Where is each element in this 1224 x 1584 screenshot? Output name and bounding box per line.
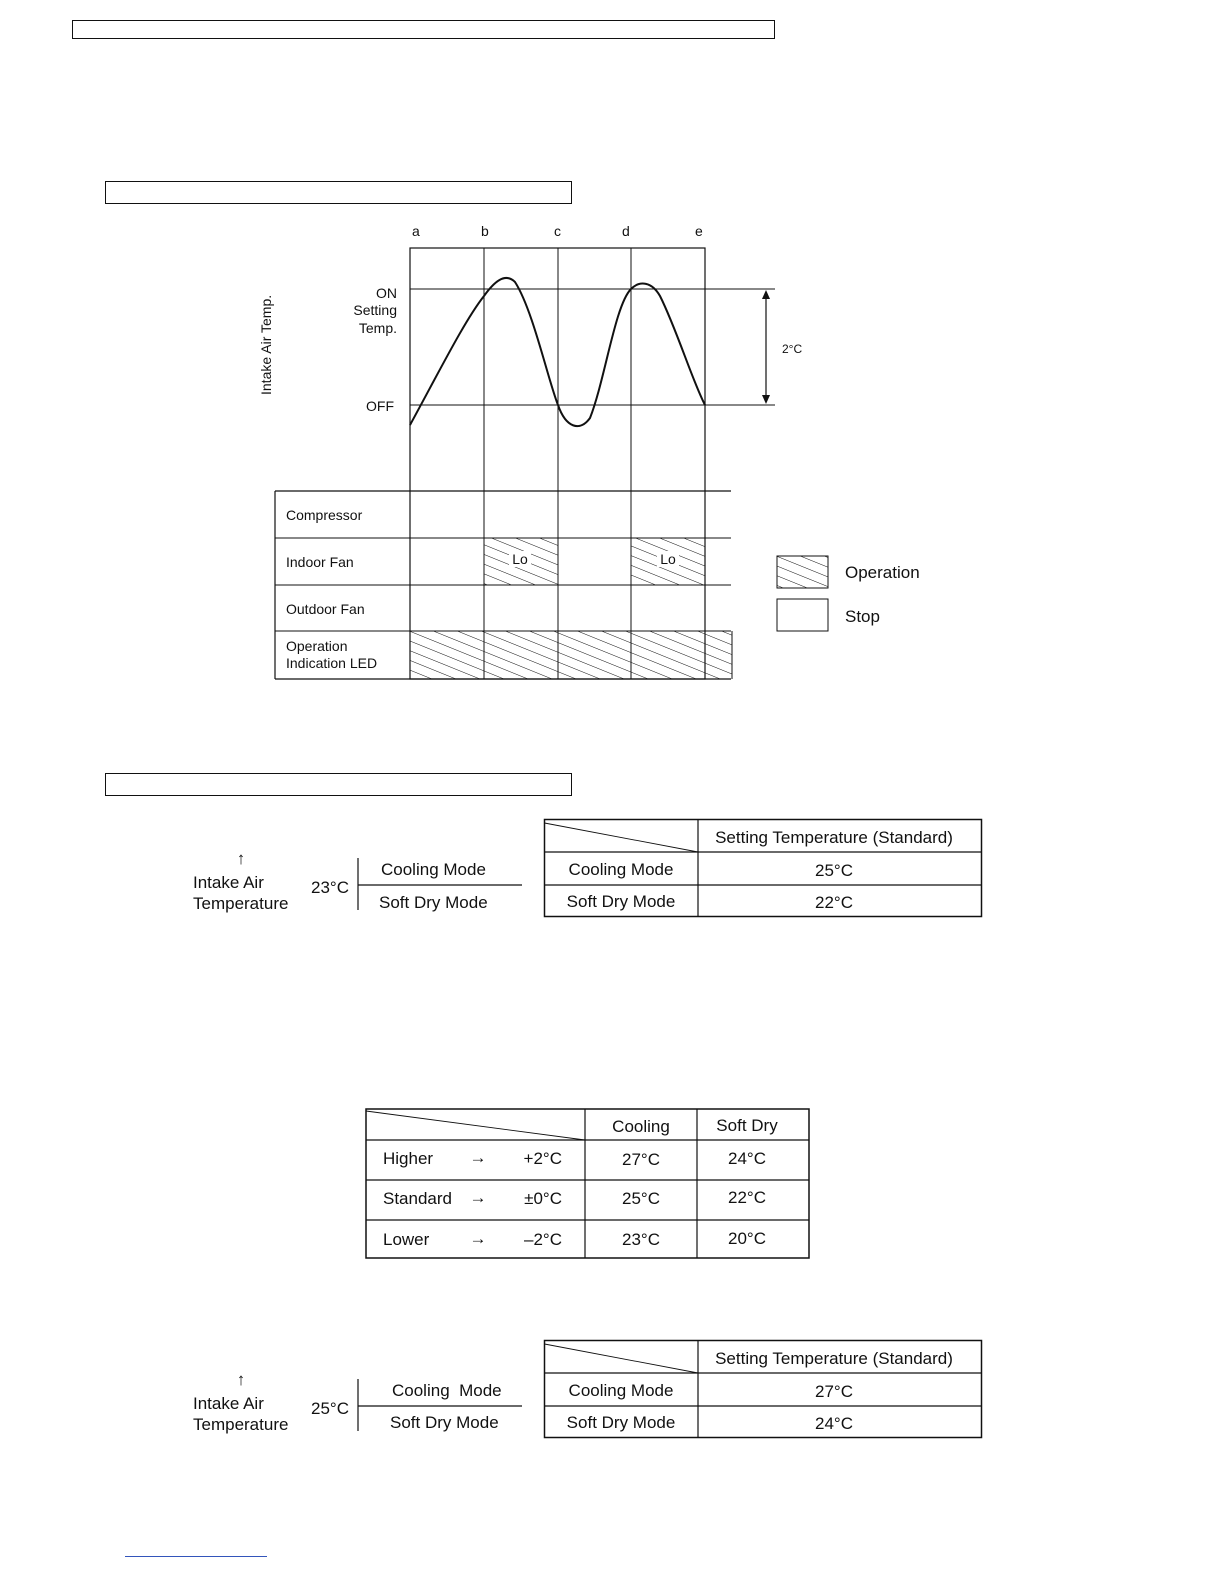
indoor-fan-lo-label-1: Lo [512, 551, 528, 567]
column-label-e: e [695, 223, 703, 239]
legend-stop-label: Stop [845, 607, 880, 626]
adjust-row1-cooling: 27°C [622, 1150, 660, 1169]
setting-label: Setting [353, 302, 397, 318]
column-label-b: b [481, 223, 489, 239]
row-label-compressor: Compressor [286, 507, 363, 523]
legend-stop-swatch [777, 599, 828, 631]
on-label: ON [376, 285, 397, 301]
footer-link-underline[interactable] [125, 1556, 267, 1557]
intake-label-line2-1: Temperature [193, 894, 289, 913]
column-label-d: d [622, 223, 630, 239]
threshold-temp-1: 23°C [311, 878, 349, 897]
adjust-row1-soft-dry: 24°C [728, 1149, 766, 1168]
intake-label-line1-1: Intake Air [193, 873, 264, 892]
adjust-row1-offset: +2°C [523, 1149, 562, 1168]
table1-row1-mode: Cooling Mode [568, 860, 674, 879]
adjust-row2-label: Standard [383, 1189, 452, 1208]
timing-chart [0, 0, 1224, 720]
delta-arrow-head-top [762, 290, 770, 299]
table2-row1-temp: 27°C [815, 1382, 853, 1401]
lower-mode-label-2: Soft Dry Mode [390, 1413, 499, 1432]
table2-row2-mode: Soft Dry Mode [566, 1413, 676, 1432]
table2-row1-mode: Cooling Mode [568, 1381, 674, 1400]
adjust-row2-cooling: 25°C [622, 1189, 660, 1208]
adjust-row1-arrow: → [469, 1148, 487, 1167]
mode-switch-diagram-1 [180, 840, 540, 930]
led-operation-cells [410, 631, 732, 679]
section-title-box-2 [105, 773, 572, 796]
adjust-row1-label: Higher [383, 1149, 434, 1168]
indoor-fan-lo-label-2: Lo [660, 551, 676, 567]
adjust-row2-offset: ±0°C [524, 1189, 562, 1208]
intake-arrow-2: ↑ [236, 1370, 246, 1389]
setting-temperature-table-1 [540, 815, 990, 925]
intake-label-line2-2: Temperature [193, 1415, 289, 1434]
adjust-col-cooling: Cooling [612, 1117, 670, 1136]
table1-header: Setting Temperature (Standard) [715, 828, 953, 847]
column-label-a: a [412, 223, 420, 239]
adjust-row3-arrow: → [469, 1229, 487, 1248]
row-label-led-line1: Operation [286, 638, 348, 654]
delta-label: 2°C [782, 342, 803, 356]
off-label: OFF [366, 398, 394, 414]
threshold-temp-2: 25°C [311, 1399, 349, 1418]
row-label-outdoor-fan: Outdoor Fan [286, 601, 365, 617]
mode-switch-diagram-2 [180, 1361, 540, 1451]
y-axis-label: Intake Air Temp. [258, 294, 274, 395]
upper-mode-label-1: Cooling Mode [381, 860, 486, 879]
table2-row2-temp: 24°C [815, 1414, 853, 1433]
row-label-indoor-fan: Indoor Fan [286, 554, 354, 570]
adjust-col-soft-dry: Soft Dry [716, 1116, 778, 1135]
table2-header: Setting Temperature (Standard) [715, 1349, 953, 1368]
row-label-led-line2: Indication LED [286, 655, 378, 671]
intake-label-line1-2: Intake Air [193, 1394, 264, 1413]
legend-operation-swatch [777, 556, 828, 588]
adjust-row3-cooling: 23°C [622, 1230, 660, 1249]
temp-label: Temp. [358, 320, 397, 336]
table1-row2-mode: Soft Dry Mode [566, 892, 676, 911]
legend-operation-label: Operation [845, 563, 920, 582]
adjust-row3-offset: –2°C [524, 1230, 562, 1249]
lower-mode-label-1: Soft Dry Mode [379, 893, 488, 912]
setting-temperature-table-2 [540, 1336, 990, 1446]
adjust-row3-label: Lower [383, 1230, 430, 1249]
adjust-row2-arrow: → [469, 1188, 487, 1207]
table1-row2-temp: 22°C [815, 893, 853, 912]
adjust-row2-soft-dry: 22°C [728, 1188, 766, 1207]
column-label-c: c [554, 223, 561, 239]
upper-mode-label-2: Cooling Mode [392, 1381, 502, 1400]
adjust-row3-soft-dry: 20°C [728, 1229, 766, 1248]
table1-row1-temp: 25°C [815, 861, 853, 880]
temperature-adjustment-table [360, 1103, 820, 1265]
intake-arrow-1: ↑ [236, 849, 246, 868]
delta-arrow-head-bottom [762, 395, 770, 404]
